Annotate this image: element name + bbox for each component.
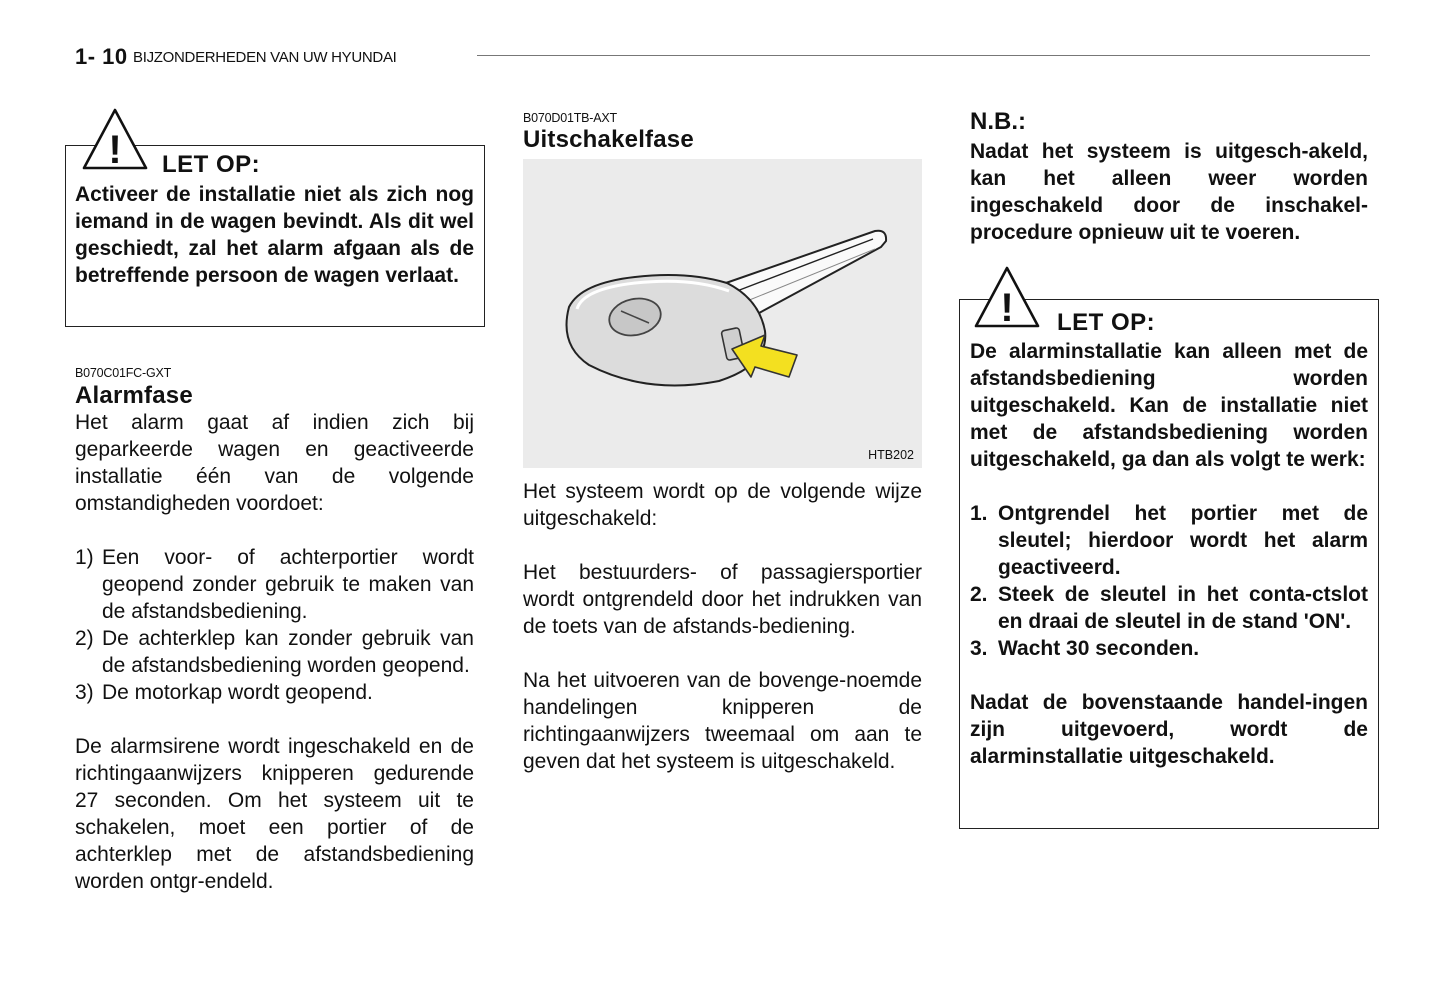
- list-item-number: 1): [75, 546, 94, 569]
- step-item: [970, 500, 1368, 581]
- step-number: 2.: [970, 583, 988, 606]
- section-intro: Het alarm gaat af indien zich bij geparkeerde wagen en geactiveerde installatie één van de volgende omstandigheden voordoet:: [75, 411, 474, 515]
- warning-triangle-icon: [972, 264, 1042, 330]
- step-item: [970, 581, 1368, 635]
- key-fob-figure: [523, 159, 922, 468]
- warning-text-left: Activeer de installatie niet als zich nog iemand in de wagen bevindt. Als dit wel geschiedt, zal het alarm afgaan als de betreffende persoon de wagen verlaat.: [75, 183, 474, 287]
- warning-content-right: [970, 338, 1368, 770]
- chapter-title: BIJZONDERHEDEN VAN UW HYUNDAI: [133, 49, 397, 66]
- section-heading: Alarmfase: [75, 382, 193, 409]
- list-item-text: De motorkap wordt geopend.: [102, 681, 373, 704]
- list-item: [75, 679, 474, 706]
- paragraph: Na het uitvoeren van de bovenge-noemde handelingen knipperen de richtingaanwijzers tweemaal om aan te geven dat het systeem is uitgeschakeld.: [523, 669, 922, 773]
- step-text: Steek de sleutel in het conta-ctslot en draai de sleutel in de stand 'ON'.: [998, 583, 1368, 633]
- page-header: [75, 44, 1370, 70]
- note-text: Nadat het systeem is uitgesch-akeld, kan het alleen weer worden ingeschakeld door de inschakel-procedure opnieuw uit te voeren.: [970, 140, 1368, 244]
- step-number: 1.: [970, 502, 988, 525]
- list-item-number: 2): [75, 627, 94, 650]
- list-item: [75, 625, 474, 679]
- section-outro: De alarmsirene wordt ingeschakeld en de richtingaanwijzers knipperen gedurende 27 seconden. Om het systeem uit te schakelen, moet een portier of de achterklep met de afstandsbediening worden ontgr-endeld.: [75, 735, 474, 893]
- note-title: N.B.:: [970, 108, 1026, 135]
- section-code: B070C01FC-GXT: [75, 366, 172, 380]
- section-alarmfase: [75, 366, 474, 895]
- warning-title-right: LET OP:: [1057, 309, 1156, 336]
- step-text: Wacht 30 seconden.: [998, 637, 1200, 660]
- warning-triangle-icon: [80, 106, 150, 172]
- figure-label: HTB202: [868, 448, 914, 462]
- list-item-text: De achterklep kan zonder gebruik van de afstandsbediening worden geopend.: [102, 627, 474, 677]
- list-item-number: 3): [75, 681, 94, 704]
- warning-intro-right: De alarminstallatie kan alleen met de afstandsbediening worden uitgeschakeld. Kan de installatie niet met de afstandsbediening worden uitgeschakeld, ga dan als volgt te werk:: [970, 340, 1368, 471]
- page-number: 1- 10: [75, 44, 128, 69]
- paragraph: Het bestuurders- of passagiersportier wordt ontgrendeld door het indrukken van de toets van de afstands-bediening.: [523, 561, 922, 638]
- paragraph: Het systeem wordt op de volgende wijze uitgeschakeld:: [523, 480, 922, 530]
- step-item: [970, 635, 1368, 662]
- key-fob-illustration: [523, 159, 922, 468]
- section-uitschakelfase-body: [523, 478, 922, 775]
- list-item: [75, 544, 474, 625]
- header-rule: [477, 55, 1370, 56]
- step-text: Ontgrendel het portier met de sleutel; hierdoor wordt het alarm geactiveerd.: [998, 502, 1368, 579]
- section-heading: Uitschakelfase: [523, 126, 694, 153]
- step-number: 3.: [970, 637, 988, 660]
- warning-outro-right: Nadat de bovenstaande handel-ingen zijn uitgevoerd, wordt de alarminstallatie uitgeschakeld.: [970, 691, 1368, 768]
- list-item-text: Een voor- of achterportier wordt geopend zonder gebruik te maken van de afstandsbediening.: [102, 546, 474, 623]
- note-section: [970, 108, 1368, 246]
- svg-text:!: !: [108, 128, 122, 172]
- section-uitschakelfase-header: [523, 111, 922, 154]
- section-code: B070D01TB-AXT: [523, 111, 617, 125]
- warning-title-left: LET OP:: [162, 151, 261, 178]
- svg-text:!: !: [1000, 286, 1014, 330]
